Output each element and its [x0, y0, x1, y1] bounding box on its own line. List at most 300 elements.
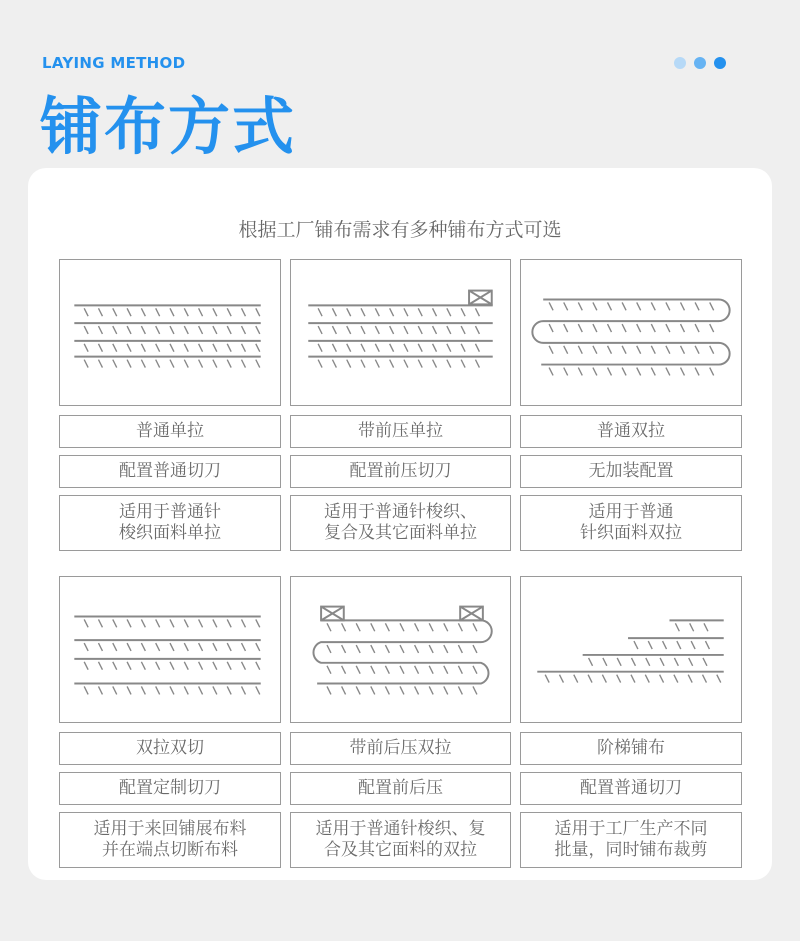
fabric-tick: [433, 308, 437, 316]
method-usage: [290, 495, 511, 551]
fabric-tick: [156, 360, 160, 368]
usage-line: 合及其它面料的双拉: [324, 840, 477, 860]
fabric-tick: [170, 643, 174, 651]
fabric-tick: [637, 324, 641, 332]
fabric-tick: [660, 675, 664, 683]
fabric-tick: [227, 360, 231, 368]
fabric-tick: [256, 326, 260, 334]
fabric-tick: [318, 326, 322, 334]
fabric-tick: [332, 360, 336, 368]
fabric-tick: [256, 686, 260, 694]
fabric-tick: [184, 344, 188, 352]
fabric-tick: [603, 658, 607, 666]
fabric-tick: [199, 326, 203, 334]
usage-line: 针织面料双拉: [580, 523, 682, 543]
pager-dot: [674, 57, 686, 69]
fabric-tick: [127, 686, 131, 694]
fabric-tick: [84, 643, 88, 651]
fabric-tick: [227, 643, 231, 651]
fabric-tick: [98, 662, 102, 670]
fabric-tick: [666, 302, 670, 310]
fabric-tick: [84, 344, 88, 352]
fabric-tick: [447, 308, 451, 316]
eyebrow-label: LAYING METHOD: [42, 54, 186, 72]
method-name: 带前压单拉: [290, 415, 511, 448]
fabric-tick: [318, 360, 322, 368]
fabric-tick: [461, 344, 465, 352]
single-pull-front-press-diagram: [291, 260, 510, 405]
fabric-tick: [342, 666, 346, 674]
fabric-tick: [666, 346, 670, 354]
fabric-tick: [660, 658, 664, 666]
fabric-tick: [681, 368, 685, 376]
fabric-tick: [651, 302, 655, 310]
fabric-tick: [227, 686, 231, 694]
fabric-tick: [473, 623, 477, 631]
fabric-tick: [256, 662, 260, 670]
fabric-tick: [458, 623, 462, 631]
fabric-tick: [645, 675, 649, 683]
illustration-double-pull-front-rear-press: [290, 576, 511, 723]
method-name: 阶梯铺布: [520, 732, 742, 765]
fabric-tick: [588, 675, 592, 683]
fabric-tick: [608, 302, 612, 310]
pager-dot: [714, 57, 726, 69]
fabric-tick: [98, 360, 102, 368]
usage-line: 梭织面料单拉: [119, 523, 221, 543]
fabric-tick: [141, 643, 145, 651]
fabric-tick: [141, 662, 145, 670]
fabric-tick: [385, 666, 389, 674]
fabric-tick: [593, 346, 597, 354]
fabric-tick: [415, 623, 419, 631]
fabric-tick: [84, 619, 88, 627]
fabric-tick: [371, 666, 375, 674]
fabric-tick: [385, 645, 389, 653]
fabric-tick: [666, 368, 670, 376]
fabric-tick: [170, 686, 174, 694]
fabric-tick: [418, 344, 422, 352]
fabric-tick: [342, 623, 346, 631]
fabric-tick: [184, 662, 188, 670]
fabric-tick: [458, 645, 462, 653]
fabric-tick: [549, 324, 553, 332]
double-pull-front-rear-press-diagram: [291, 577, 510, 722]
fabric-tick: [688, 675, 692, 683]
fabric-tick: [98, 326, 102, 334]
fabric-tick: [593, 368, 597, 376]
method-usage: [59, 495, 281, 551]
fabric-tick: [433, 326, 437, 334]
fabric-tick: [578, 346, 582, 354]
fabric-tick: [617, 675, 621, 683]
fabric-tick: [690, 623, 694, 631]
card-subtitle: 根据工厂铺布需求有多种铺布方式可选: [238, 219, 562, 241]
page-title: 铺布方式: [40, 90, 297, 163]
fabric-tick: [385, 623, 389, 631]
fabric-tick: [637, 368, 641, 376]
fabric-tick: [242, 360, 246, 368]
fabric-tick: [589, 658, 593, 666]
fabric-tick: [710, 302, 714, 310]
fabric-tick: [156, 308, 160, 316]
fabric-tick: [695, 368, 699, 376]
fabric-tick: [578, 368, 582, 376]
illustration-double-pull-double-cut: [59, 576, 281, 723]
fabric-tick: [84, 360, 88, 368]
fabric-tick: [213, 619, 217, 627]
fabric-tick: [356, 645, 360, 653]
fabric-tick: [98, 344, 102, 352]
usage-line: 适用于普通针梭织、复: [315, 819, 486, 839]
fabric-tick: [98, 686, 102, 694]
fabric-tick: [332, 344, 336, 352]
fabric-tick: [113, 686, 117, 694]
fabric-tick: [156, 344, 160, 352]
fabric-tick: [418, 360, 422, 368]
fabric-tick: [327, 623, 331, 631]
fabric-tick: [242, 662, 246, 670]
fabric-tick: [444, 666, 448, 674]
fabric-tick: [98, 643, 102, 651]
fabric-tick: [84, 662, 88, 670]
fabric-tick: [429, 686, 433, 694]
fabric-tick: [651, 368, 655, 376]
fabric-tick: [651, 346, 655, 354]
fabric-tick: [199, 344, 203, 352]
fabric-tick: [375, 344, 379, 352]
fabric-tick: [170, 308, 174, 316]
fabric-tick: [242, 619, 246, 627]
fabric-tick: [227, 326, 231, 334]
fabric-tick: [461, 360, 465, 368]
fabric-tick: [371, 686, 375, 694]
fabric-tick: [342, 686, 346, 694]
fabric-tick: [461, 308, 465, 316]
fabric-tick: [199, 308, 203, 316]
fabric-tick: [549, 346, 553, 354]
fabric-tick: [213, 326, 217, 334]
fabric-tick: [184, 686, 188, 694]
fabric-tick: [170, 619, 174, 627]
method-config: 配置定制切刀: [59, 772, 281, 805]
fabric-tick: [84, 686, 88, 694]
fabric-tick: [256, 360, 260, 368]
fabric-tick: [400, 666, 404, 674]
fabric-tick: [475, 360, 479, 368]
fabric-tick: [400, 645, 404, 653]
fabric-tick: [327, 686, 331, 694]
fabric-tick: [564, 324, 568, 332]
fabric-tick: [127, 662, 131, 670]
fabric-tick: [602, 675, 606, 683]
fabric-tick: [549, 302, 553, 310]
fabric-tick: [327, 645, 331, 653]
fabric-tick: [318, 344, 322, 352]
fabric-tick: [704, 623, 708, 631]
fabric-tick: [213, 308, 217, 316]
fabric-tick: [371, 645, 375, 653]
fabric-tick: [705, 641, 709, 649]
fabric-tick: [415, 645, 419, 653]
fabric-tick: [98, 619, 102, 627]
method-config: 配置普通切刀: [59, 455, 281, 488]
fabric-tick: [651, 324, 655, 332]
illustration-single-pull-front-press: [290, 259, 511, 406]
fabric-tick: [213, 686, 217, 694]
fabric-tick: [141, 308, 145, 316]
fabric-tick: [390, 326, 394, 334]
fabric-tick: [84, 326, 88, 334]
fabric-tick: [674, 658, 678, 666]
fabric-tick: [444, 645, 448, 653]
fabric-tick: [475, 326, 479, 334]
fabric-tick: [404, 308, 408, 316]
fabric-tick: [213, 360, 217, 368]
fabric-tick: [127, 308, 131, 316]
fabric-tick: [710, 346, 714, 354]
method-name: 双拉双切: [59, 732, 281, 765]
fabric-tick: [342, 645, 346, 653]
fabric-tick: [390, 308, 394, 316]
fabric-tick: [578, 302, 582, 310]
fabric-tick: [356, 686, 360, 694]
fabric-tick: [608, 368, 612, 376]
fabric-tick: [564, 346, 568, 354]
fabric-tick: [404, 360, 408, 368]
fabric-tick: [199, 662, 203, 670]
fabric-tick: [710, 368, 714, 376]
fabric-tick: [170, 662, 174, 670]
fabric-tick: [418, 308, 422, 316]
fabric-tick: [429, 623, 433, 631]
fabric-tick: [227, 308, 231, 316]
fabric-tick: [564, 368, 568, 376]
fabric-tick: [663, 641, 667, 649]
fabric-tick: [242, 344, 246, 352]
fabric-tick: [113, 344, 117, 352]
fabric-tick: [347, 326, 351, 334]
fabric-tick: [113, 662, 117, 670]
fabric-tick: [564, 302, 568, 310]
fabric-tick: [681, 324, 685, 332]
method-config: 配置前压切刀: [290, 455, 511, 488]
fabric-tick: [361, 308, 365, 316]
fabric-tick: [390, 344, 394, 352]
fabric-tick: [113, 619, 117, 627]
fabric-tick: [113, 308, 117, 316]
fabric-tick: [227, 662, 231, 670]
fabric-tick: [545, 675, 549, 683]
fabric-tick: [447, 326, 451, 334]
usage-line: 适用于普通针: [119, 502, 221, 522]
fabric-tick: [213, 344, 217, 352]
method-config: 配置前后压: [290, 772, 511, 805]
fabric-tick: [608, 324, 612, 332]
fabric-tick: [213, 643, 217, 651]
fabric-tick: [242, 643, 246, 651]
fabric-tick: [675, 623, 679, 631]
fabric-tick: [127, 360, 131, 368]
illustration-single-pull: [59, 259, 281, 406]
fabric-tick: [213, 662, 217, 670]
fabric-tick: [347, 308, 351, 316]
method-name: 普通单拉: [59, 415, 281, 448]
fabric-tick: [695, 324, 699, 332]
fabric-tick: [617, 658, 621, 666]
double-pull-double-cut-diagram: [60, 577, 280, 722]
fabric-tick: [113, 643, 117, 651]
usage-line: 并在端点切断布料: [102, 840, 238, 860]
fabric-tick: [634, 641, 638, 649]
fabric-tick: [347, 360, 351, 368]
fabric-tick: [703, 675, 707, 683]
fabric-tick: [375, 360, 379, 368]
fabric-tick: [400, 623, 404, 631]
fabric-tick: [385, 686, 389, 694]
pager-dot: [694, 57, 706, 69]
fabric-tick: [332, 308, 336, 316]
fabric-tick: [418, 326, 422, 334]
fabric-tick: [156, 326, 160, 334]
fabric-tick: [227, 344, 231, 352]
illustration-step-laying: [520, 576, 742, 723]
fabric-tick: [549, 368, 553, 376]
double-pull-diagram: [521, 260, 741, 405]
fabric-tick: [666, 324, 670, 332]
fabric-tick: [371, 623, 375, 631]
fabric-tick: [433, 344, 437, 352]
fabric-tick: [113, 360, 117, 368]
fabric-tick: [593, 324, 597, 332]
fabric-tick: [710, 324, 714, 332]
fabric-tick: [695, 302, 699, 310]
fabric-tick: [356, 623, 360, 631]
fabric-tick: [141, 326, 145, 334]
usage-line: 适用于普通针梭织、: [324, 502, 477, 522]
fabric-tick: [593, 302, 597, 310]
fabric-tick: [242, 326, 246, 334]
fabric-tick: [473, 686, 477, 694]
fabric-tick: [361, 344, 365, 352]
step-laying-diagram: [521, 577, 741, 722]
fabric-tick: [622, 324, 626, 332]
fabric-tick: [141, 360, 145, 368]
fabric-tick: [631, 675, 635, 683]
fabric-tick: [433, 360, 437, 368]
fabric-tick: [608, 346, 612, 354]
fabric-tick: [622, 368, 626, 376]
fabric-tick: [199, 360, 203, 368]
fabric-tick: [242, 308, 246, 316]
fabric-tick: [637, 302, 641, 310]
fabric-tick: [170, 360, 174, 368]
fabric-tick: [199, 619, 203, 627]
fabric-tick: [637, 346, 641, 354]
fabric-tick: [113, 326, 117, 334]
method-config: 配置普通切刀: [520, 772, 742, 805]
fabric-tick: [681, 302, 685, 310]
fabric-tick: [361, 326, 365, 334]
fabric-tick: [127, 344, 131, 352]
fabric-tick: [127, 619, 131, 627]
fabric-tick: [141, 619, 145, 627]
fabric-tick: [415, 666, 419, 674]
method-config: 无加装配置: [520, 455, 742, 488]
fabric-tick: [184, 360, 188, 368]
fabric-tick: [404, 326, 408, 334]
fabric-tick: [447, 344, 451, 352]
fabric-tick: [170, 326, 174, 334]
fabric-tick: [578, 324, 582, 332]
fabric-tick: [458, 686, 462, 694]
usage-line: 复合及其它面料单拉: [324, 523, 477, 543]
fabric-tick: [390, 360, 394, 368]
fabric-tick: [717, 675, 721, 683]
fabric-tick: [318, 308, 322, 316]
fabric-tick: [674, 675, 678, 683]
fabric-tick: [415, 686, 419, 694]
fabric-tick: [631, 658, 635, 666]
fabric-tick: [141, 344, 145, 352]
fabric-tick: [184, 643, 188, 651]
fabric-tick: [356, 666, 360, 674]
method-usage: [520, 812, 742, 868]
fabric-tick: [404, 344, 408, 352]
fabric-tick: [184, 308, 188, 316]
fabric-tick: [689, 658, 693, 666]
illustration-double-pull: [520, 259, 742, 406]
fabric-tick: [444, 623, 448, 631]
fabric-tick: [156, 662, 160, 670]
fabric-tick: [227, 619, 231, 627]
pager-dots: [674, 57, 726, 69]
fabric-tick: [458, 666, 462, 674]
method-name: 普通双拉: [520, 415, 742, 448]
fabric-tick: [695, 346, 699, 354]
fabric-tick: [691, 641, 695, 649]
fabric-tick: [361, 360, 365, 368]
fabric-tick: [256, 643, 260, 651]
fabric-tick: [141, 686, 145, 694]
fabric-tick: [332, 326, 336, 334]
fabric-tick: [127, 326, 131, 334]
fabric-tick: [400, 686, 404, 694]
fabric-tick: [156, 686, 160, 694]
method-name: 带前后压双拉: [290, 732, 511, 765]
fabric-tick: [622, 302, 626, 310]
fabric-tick: [429, 666, 433, 674]
usage-line: 批量，同时铺布裁剪: [554, 840, 708, 860]
fabric-tick: [703, 658, 707, 666]
fabric-tick: [447, 360, 451, 368]
fabric-tick: [473, 666, 477, 674]
fabric-tick: [559, 675, 563, 683]
fabric-tick: [98, 308, 102, 316]
usage-line: 适用于来回铺展布料: [93, 819, 247, 839]
fabric-tick: [256, 619, 260, 627]
fabric-tick: [327, 666, 331, 674]
fabric-tick: [648, 641, 652, 649]
fabric-tick: [347, 344, 351, 352]
fabric-tick: [184, 619, 188, 627]
fabric-tick: [156, 619, 160, 627]
fabric-tick: [444, 686, 448, 694]
fabric-tick: [473, 645, 477, 653]
fabric-tick: [256, 308, 260, 316]
usage-line: 适用于工厂生产不同: [554, 819, 708, 839]
fabric-tick: [681, 346, 685, 354]
